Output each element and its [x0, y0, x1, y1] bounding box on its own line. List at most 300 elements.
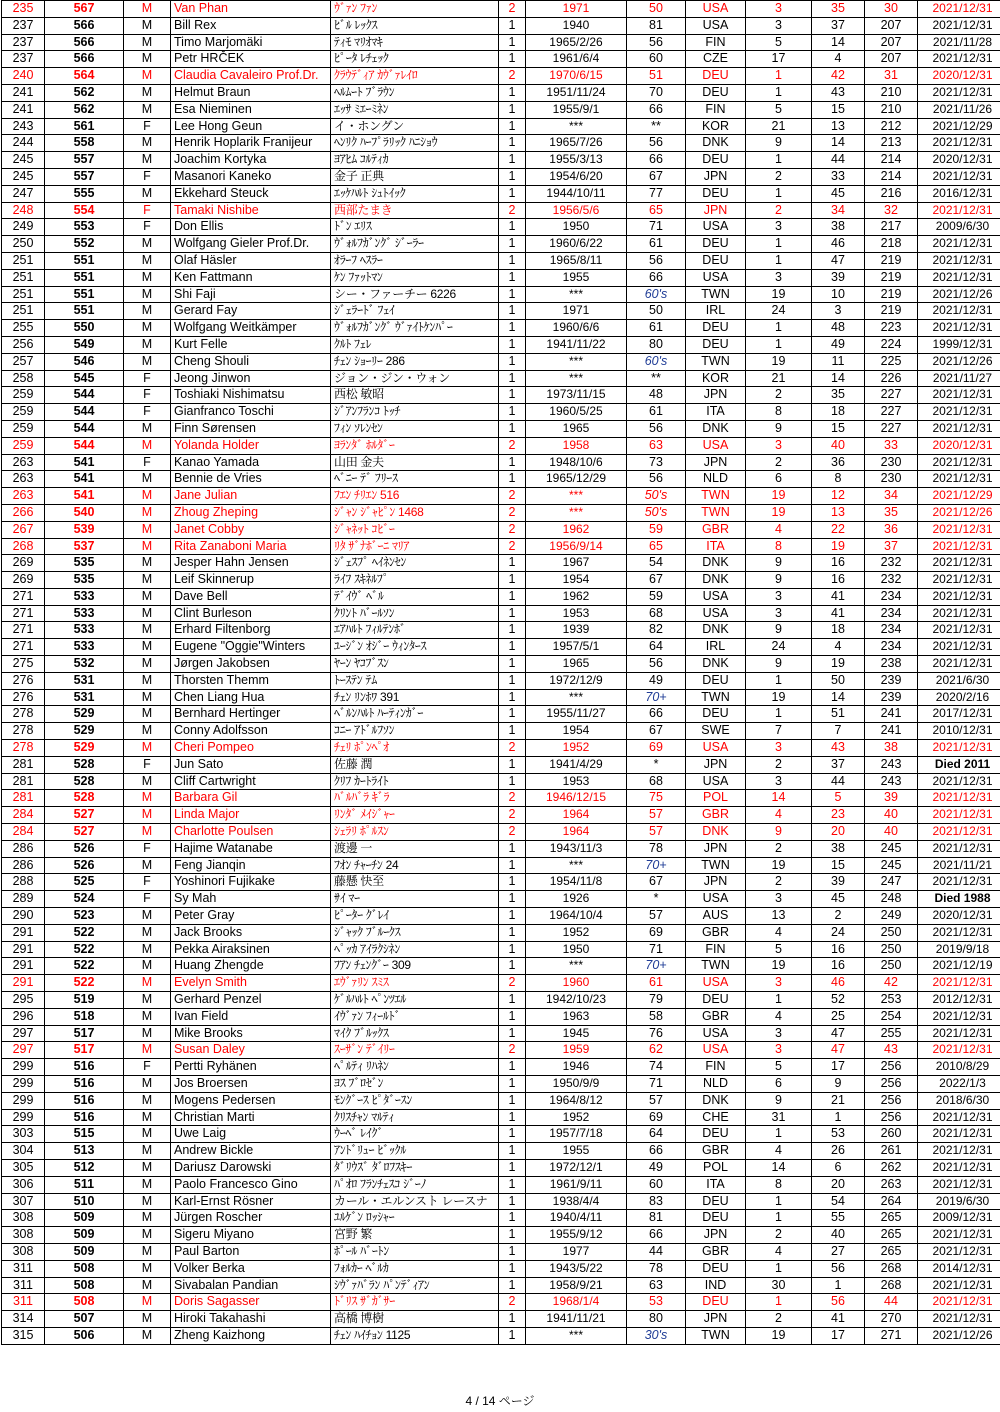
rank-cell: 269: [2, 572, 45, 589]
rank-cell: 263: [2, 454, 45, 471]
division-rank-cell: 248: [865, 891, 918, 908]
division-rank-cell: 268: [865, 1277, 918, 1294]
count-cell: 528: [45, 756, 124, 773]
country-rank-cell: 1: [746, 185, 812, 202]
birth-date-cell: 1967: [526, 555, 627, 572]
country-sub-rank-cell: 4: [812, 639, 865, 656]
rank-cell: 284: [2, 807, 45, 824]
sex-cell: M: [124, 488, 171, 505]
rank-cell: 259: [2, 387, 45, 404]
sex-cell: M: [124, 672, 171, 689]
name-cell: Chen Liang Hua: [171, 689, 331, 706]
updated-cell: 2021/12/19: [918, 958, 1000, 975]
country-cell: DNK: [686, 572, 746, 589]
rank-cell: 251: [2, 286, 45, 303]
updated-cell: Died 2011: [918, 756, 1000, 773]
country-cell: USA: [686, 740, 746, 757]
country-cell: TWN: [686, 488, 746, 505]
name-cell: Ivan Field: [171, 1008, 331, 1025]
birth-date-cell: 1971: [526, 303, 627, 320]
name-jp-cell: ﾁｪﾝ ｼｮｰﾘｰ 286: [331, 353, 499, 370]
count-cell: 510: [45, 1193, 124, 1210]
count-cell: 527: [45, 824, 124, 841]
age-cell: 76: [627, 1025, 686, 1042]
country-rank-cell: 3: [746, 891, 812, 908]
name-cell: Gerard Fay: [171, 303, 331, 320]
updated-cell: 2021/12/31: [918, 622, 1000, 639]
name-jp-cell: ｼﾞｪﾗｰﾄﾞ ﾌｪｲ: [331, 303, 499, 320]
sex-cell: F: [124, 756, 171, 773]
birth-date-cell: 1965/12/29: [526, 471, 627, 488]
country-cell: GBR: [686, 924, 746, 941]
rank-cell: 276: [2, 689, 45, 706]
birth-date-cell: 1956/9/14: [526, 538, 627, 555]
updated-cell: 2021/12/31: [918, 740, 1000, 757]
birth-date-cell: ***: [526, 504, 627, 521]
sex-cell: M: [124, 353, 171, 370]
count-cell: 541: [45, 454, 124, 471]
birth-date-cell: 1954/6/20: [526, 168, 627, 185]
age-cell: 68: [627, 773, 686, 790]
name-cell: Zhoug Zheping: [171, 504, 331, 521]
country-cell: DEU: [686, 992, 746, 1009]
age-cell: 69: [627, 1109, 686, 1126]
name-jp-cell: ﾏｲｸ ﾌﾞﾙｯｸｽ: [331, 1025, 499, 1042]
rank-cell: 311: [2, 1277, 45, 1294]
count-cell: 554: [45, 202, 124, 219]
name-jp-cell: ﾖﾗﾝﾀﾞ ﾎﾙﾀﾞｰ: [331, 437, 499, 454]
country-rank-cell: 1: [746, 84, 812, 101]
country-rank-cell: 14: [746, 1159, 812, 1176]
table-row: [2, 857, 1000, 874]
age-cell: **: [627, 370, 686, 387]
age-cell: 62: [627, 1042, 686, 1059]
group-cell: 1: [499, 1176, 526, 1193]
country-sub-rank-cell: 11: [812, 353, 865, 370]
table-row: [2, 807, 1000, 824]
table-row: [2, 1126, 1000, 1143]
country-cell: DEU: [686, 68, 746, 85]
age-cell: 65: [627, 202, 686, 219]
country-cell: DEU: [686, 236, 746, 253]
country-rank-cell: 5: [746, 941, 812, 958]
name-jp-cell: ジョン・ジン・ウォン: [331, 370, 499, 387]
sex-cell: M: [124, 521, 171, 538]
country-sub-rank-cell: 42: [812, 68, 865, 85]
count-cell: 526: [45, 840, 124, 857]
table-row: [2, 135, 1000, 152]
table-row: [2, 656, 1000, 673]
count-cell: 549: [45, 336, 124, 353]
table-row: [2, 1311, 1000, 1328]
rank-cell: 314: [2, 1311, 45, 1328]
updated-cell: Died 1988: [918, 891, 1000, 908]
group-cell: 1: [499, 622, 526, 639]
group-cell: 2: [499, 1, 526, 18]
age-cell: 82: [627, 622, 686, 639]
country-sub-rank-cell: 53: [812, 1126, 865, 1143]
name-cell: Linda Major: [171, 807, 331, 824]
age-cell: 53: [627, 1294, 686, 1311]
age-cell: 60: [627, 1176, 686, 1193]
age-cell: 83: [627, 1193, 686, 1210]
country-sub-rank-cell: 55: [812, 1210, 865, 1227]
name-cell: Bill Rex: [171, 17, 331, 34]
country-cell: GBR: [686, 1143, 746, 1160]
division-rank-cell: 239: [865, 689, 918, 706]
age-cell: 67: [627, 723, 686, 740]
country-rank-cell: 2: [746, 168, 812, 185]
country-sub-rank-cell: 5: [812, 790, 865, 807]
table-row: [2, 336, 1000, 353]
division-rank-cell: 230: [865, 454, 918, 471]
name-jp-cell: ｴｯｻ ﾐｴｰﾐﾈﾝ: [331, 101, 499, 118]
count-cell: 551: [45, 303, 124, 320]
updated-cell: 2021/12/31: [918, 471, 1000, 488]
name-jp-cell: イ・ホングン: [331, 118, 499, 135]
birth-date-cell: 1952: [526, 1109, 627, 1126]
country-rank-cell: 9: [746, 656, 812, 673]
group-cell: 1: [499, 1109, 526, 1126]
country-sub-rank-cell: 52: [812, 992, 865, 1009]
count-cell: 533: [45, 622, 124, 639]
name-jp-cell: ｼﾞｬﾝ ｼﾞｬﾋﾟﾝ 1468: [331, 504, 499, 521]
rank-cell: 308: [2, 1227, 45, 1244]
table-row: [2, 689, 1000, 706]
country-rank-cell: 19: [746, 504, 812, 521]
count-cell: 529: [45, 740, 124, 757]
rank-cell: 237: [2, 17, 45, 34]
country-rank-cell: 31: [746, 1109, 812, 1126]
country-sub-rank-cell: 39: [812, 269, 865, 286]
table-row: [2, 1176, 1000, 1193]
name-jp-cell: ﾕﾙｹﾞﾝ ﾛｯｼｬｰ: [331, 1210, 499, 1227]
country-sub-rank-cell: 17: [812, 1059, 865, 1076]
country-sub-rank-cell: 25: [812, 1008, 865, 1025]
birth-date-cell: ***: [526, 286, 627, 303]
updated-cell: 2021/12/31: [918, 1109, 1000, 1126]
name-cell: Shi Faji: [171, 286, 331, 303]
group-cell: 1: [499, 51, 526, 68]
country-rank-cell: 4: [746, 521, 812, 538]
name-jp-cell: ｼﾞｬｯｸ ﾌﾞﾙｰｸｽ: [331, 924, 499, 941]
group-cell: 1: [499, 1227, 526, 1244]
rank-cell: 289: [2, 891, 45, 908]
sex-cell: M: [124, 1176, 171, 1193]
name-jp-cell: ﾍﾞﾆｰ ﾃﾞ ﾌﾘｰｽ: [331, 471, 499, 488]
updated-cell: 2021/11/28: [918, 34, 1000, 51]
name-jp-cell: ｼﾞｬﾈｯﾄ ｺﾋﾞｰ: [331, 521, 499, 538]
count-cell: 517: [45, 1025, 124, 1042]
count-cell: 533: [45, 605, 124, 622]
country-sub-rank-cell: 56: [812, 1294, 865, 1311]
group-cell: 1: [499, 656, 526, 673]
division-rank-cell: 271: [865, 1327, 918, 1344]
group-cell: 1: [499, 1243, 526, 1260]
rank-cell: 235: [2, 1, 45, 18]
name-jp-cell: ｳｰﾍﾞ ﾚｲｸﾞ: [331, 1126, 499, 1143]
country-cell: TWN: [686, 958, 746, 975]
country-cell: FIN: [686, 34, 746, 51]
country-sub-rank-cell: 14: [812, 34, 865, 51]
group-cell: 2: [499, 1042, 526, 1059]
group-cell: 1: [499, 219, 526, 236]
updated-cell: 2021/12/31: [918, 639, 1000, 656]
table-row: [2, 1243, 1000, 1260]
count-cell: 558: [45, 135, 124, 152]
updated-cell: 2020/2/16: [918, 689, 1000, 706]
count-cell: 528: [45, 773, 124, 790]
group-cell: 1: [499, 101, 526, 118]
age-cell: 59: [627, 588, 686, 605]
group-cell: 1: [499, 572, 526, 589]
age-cell: 63: [627, 437, 686, 454]
sex-cell: M: [124, 1109, 171, 1126]
updated-cell: 2021/12/31: [918, 236, 1000, 253]
country-cell: USA: [686, 437, 746, 454]
birth-date-cell: ***: [526, 689, 627, 706]
name-cell: Bernhard Hertinger: [171, 706, 331, 723]
country-cell: DEU: [686, 1126, 746, 1143]
count-cell: 544: [45, 420, 124, 437]
rank-cell: 251: [2, 252, 45, 269]
division-rank-cell: 33: [865, 437, 918, 454]
country-cell: POL: [686, 790, 746, 807]
birth-date-cell: 1961/6/4: [526, 51, 627, 68]
birth-date-cell: 1952: [526, 924, 627, 941]
name-jp-cell: ｳﾞｫﾙﾌｶﾞﾝｸﾞ ｼﾞｰﾗｰ: [331, 236, 499, 253]
country-cell: USA: [686, 605, 746, 622]
country-sub-rank-cell: 40: [812, 437, 865, 454]
birth-date-cell: 1955/9/12: [526, 1227, 627, 1244]
birth-date-cell: 1959: [526, 1042, 627, 1059]
group-cell: 1: [499, 1059, 526, 1076]
name-jp-cell: ﾁｪﾘ ﾎﾟﾝﾍﾟｵ: [331, 740, 499, 757]
rank-cell: 241: [2, 101, 45, 118]
country-rank-cell: 6: [746, 471, 812, 488]
name-cell: Jesper Hahn Jensen: [171, 555, 331, 572]
count-cell: 544: [45, 437, 124, 454]
count-cell: 535: [45, 572, 124, 589]
name-jp-cell: ﾀﾞﾘｳｽﾞ ﾀﾞﾛﾌｽｷｰ: [331, 1159, 499, 1176]
count-cell: 540: [45, 504, 124, 521]
name-cell: Mike Brooks: [171, 1025, 331, 1042]
count-cell: 509: [45, 1210, 124, 1227]
country-rank-cell: 21: [746, 118, 812, 135]
updated-cell: 2021/12/26: [918, 353, 1000, 370]
sex-cell: M: [124, 303, 171, 320]
country-rank-cell: 1: [746, 992, 812, 1009]
name-jp-cell: シー・ファーチー 6226: [331, 286, 499, 303]
table-row: [2, 1260, 1000, 1277]
group-cell: 1: [499, 168, 526, 185]
division-rank-cell: 38: [865, 740, 918, 757]
rank-cell: 266: [2, 504, 45, 521]
name-cell: Leif Skinnerup: [171, 572, 331, 589]
rank-cell: 241: [2, 84, 45, 101]
updated-cell: 2021/12/31: [918, 1294, 1000, 1311]
name-jp-cell: ﾖｱﾋﾑ ｺﾙﾃｨｶ: [331, 152, 499, 169]
name-jp-cell: ﾍﾝﾘｸ ﾊｰﾌﾟﾗﾘｯｸ ﾊﾆｼｮｳ: [331, 135, 499, 152]
name-jp-cell: ﾍﾞﾙﾝﾊﾙﾄ ﾊｰﾃｨﾝｶﾞｰ: [331, 706, 499, 723]
updated-cell: 2021/12/31: [918, 84, 1000, 101]
table-row: [2, 252, 1000, 269]
group-cell: 1: [499, 1159, 526, 1176]
count-cell: 513: [45, 1143, 124, 1160]
country-rank-cell: 5: [746, 1059, 812, 1076]
country-rank-cell: 2: [746, 874, 812, 891]
name-cell: Ken Fattmann: [171, 269, 331, 286]
group-cell: 1: [499, 891, 526, 908]
count-cell: 553: [45, 219, 124, 236]
sex-cell: M: [124, 504, 171, 521]
name-cell: Huang Zhengde: [171, 958, 331, 975]
country-cell: USA: [686, 1, 746, 18]
group-cell: 2: [499, 1294, 526, 1311]
name-cell: Sigeru Miyano: [171, 1227, 331, 1244]
age-cell: 54: [627, 555, 686, 572]
name-jp-cell: 佐藤 潤: [331, 756, 499, 773]
count-cell: 525: [45, 874, 124, 891]
rank-cell: 291: [2, 924, 45, 941]
count-cell: 551: [45, 252, 124, 269]
birth-date-cell: 1963: [526, 1008, 627, 1025]
country-rank-cell: 9: [746, 555, 812, 572]
group-cell: 1: [499, 1076, 526, 1093]
rank-cell: 276: [2, 672, 45, 689]
birth-date-cell: 1972/12/1: [526, 1159, 627, 1176]
table-row: [2, 1042, 1000, 1059]
rank-cell: 256: [2, 336, 45, 353]
age-cell: 73: [627, 454, 686, 471]
table-row: [2, 269, 1000, 286]
updated-cell: 2021/12/29: [918, 118, 1000, 135]
name-cell: Doris Sagasser: [171, 1294, 331, 1311]
birth-date-cell: 1958: [526, 437, 627, 454]
table-row: [2, 1277, 1000, 1294]
country-sub-rank-cell: 34: [812, 202, 865, 219]
division-rank-cell: 254: [865, 1008, 918, 1025]
updated-cell: 2021/12/31: [918, 1311, 1000, 1328]
name-jp-cell: 宮野 繁: [331, 1227, 499, 1244]
updated-cell: 2021/12/31: [918, 924, 1000, 941]
sex-cell: M: [124, 1126, 171, 1143]
age-cell: 49: [627, 1159, 686, 1176]
age-cell: 71: [627, 219, 686, 236]
birth-date-cell: 1955: [526, 269, 627, 286]
count-cell: 507: [45, 1311, 124, 1328]
group-cell: 1: [499, 1092, 526, 1109]
name-cell: Claudia Cavaleiro Prof.Dr.: [171, 68, 331, 85]
name-cell: Ekkehard Steuck: [171, 185, 331, 202]
age-cell: *: [627, 756, 686, 773]
group-cell: 1: [499, 1025, 526, 1042]
rank-cell: 245: [2, 152, 45, 169]
name-cell: Jeong Jinwon: [171, 370, 331, 387]
name-cell: Wolfgang Weitkämper: [171, 320, 331, 337]
country-rank-cell: 19: [746, 1327, 812, 1344]
name-jp-cell: ｴｳﾞｧﾘﾝ ｽﾐｽ: [331, 975, 499, 992]
rank-cell: 271: [2, 605, 45, 622]
updated-cell: 2021/12/31: [918, 790, 1000, 807]
age-cell: 67: [627, 874, 686, 891]
group-cell: 1: [499, 588, 526, 605]
country-cell: GBR: [686, 521, 746, 538]
country-cell: USA: [686, 588, 746, 605]
division-rank-cell: 256: [865, 1092, 918, 1109]
country-rank-cell: 1: [746, 706, 812, 723]
division-rank-cell: 214: [865, 152, 918, 169]
updated-cell: 2021/12/31: [918, 1025, 1000, 1042]
name-cell: Janet Cobby: [171, 521, 331, 538]
table-row: [2, 924, 1000, 941]
count-cell: 533: [45, 588, 124, 605]
country-cell: DNK: [686, 555, 746, 572]
age-cell: 63: [627, 1277, 686, 1294]
count-cell: 508: [45, 1260, 124, 1277]
age-cell: **: [627, 118, 686, 135]
name-jp-cell: ﾍﾙﾑｰﾄ ﾌﾞﾗｳﾝ: [331, 84, 499, 101]
sex-cell: M: [124, 706, 171, 723]
division-rank-cell: 260: [865, 1126, 918, 1143]
name-jp-cell: ｳﾞｧﾝ ﾌｧﾝ: [331, 1, 499, 18]
country-sub-rank-cell: 27: [812, 1243, 865, 1260]
country-cell: JPN: [686, 202, 746, 219]
country-cell: DEU: [686, 1193, 746, 1210]
country-sub-rank-cell: 19: [812, 538, 865, 555]
sex-cell: M: [124, 101, 171, 118]
country-sub-rank-cell: 26: [812, 1143, 865, 1160]
name-jp-cell: ｹﾞﾙﾊﾙﾄ ﾍﾟﾝﾂｴﾙ: [331, 992, 499, 1009]
country-cell: DNK: [686, 824, 746, 841]
birth-date-cell: 1948/10/6: [526, 454, 627, 471]
sex-cell: M: [124, 1210, 171, 1227]
updated-cell: 2021/12/31: [918, 555, 1000, 572]
birth-date-cell: 1942/10/23: [526, 992, 627, 1009]
name-jp-cell: ﾁｪﾝ ﾊｲﾁｮﾝ 1125: [331, 1327, 499, 1344]
count-cell: 506: [45, 1327, 124, 1344]
name-jp-cell: ﾋﾟｰﾀｰ ｸﾞﾚｲ: [331, 908, 499, 925]
country-sub-rank-cell: 47: [812, 252, 865, 269]
sex-cell: M: [124, 437, 171, 454]
group-cell: 1: [499, 1126, 526, 1143]
name-cell: Jack Brooks: [171, 924, 331, 941]
name-cell: Christian Marti: [171, 1109, 331, 1126]
group-cell: 2: [499, 202, 526, 219]
country-sub-rank-cell: 56: [812, 1260, 865, 1277]
updated-cell: 2021/12/31: [918, 975, 1000, 992]
country-sub-rank-cell: 24: [812, 924, 865, 941]
country-rank-cell: 19: [746, 488, 812, 505]
country-sub-rank-cell: 38: [812, 840, 865, 857]
country-rank-cell: 3: [746, 269, 812, 286]
name-jp-cell: ﾌｵﾝ ﾁｬｰﾁﾝ 24: [331, 857, 499, 874]
birth-date-cell: 1977: [526, 1243, 627, 1260]
updated-cell: 2009/6/30: [918, 219, 1000, 236]
country-cell: USA: [686, 891, 746, 908]
count-cell: 545: [45, 370, 124, 387]
sex-cell: M: [124, 1193, 171, 1210]
birth-date-cell: 1964: [526, 824, 627, 841]
name-jp-cell: ﾄﾞﾘｽ ｻﾞｶﾞｻｰ: [331, 1294, 499, 1311]
rank-cell: 281: [2, 790, 45, 807]
name-cell: Lee Hong Geun: [171, 118, 331, 135]
sex-cell: M: [124, 639, 171, 656]
table-row: [2, 51, 1000, 68]
sex-cell: F: [124, 891, 171, 908]
name-cell: Dariusz Darowski: [171, 1159, 331, 1176]
name-jp-cell: ﾕｰｼﾞﾝ ｵｼﾞｰ ｳｨﾝﾀｰｽ: [331, 639, 499, 656]
